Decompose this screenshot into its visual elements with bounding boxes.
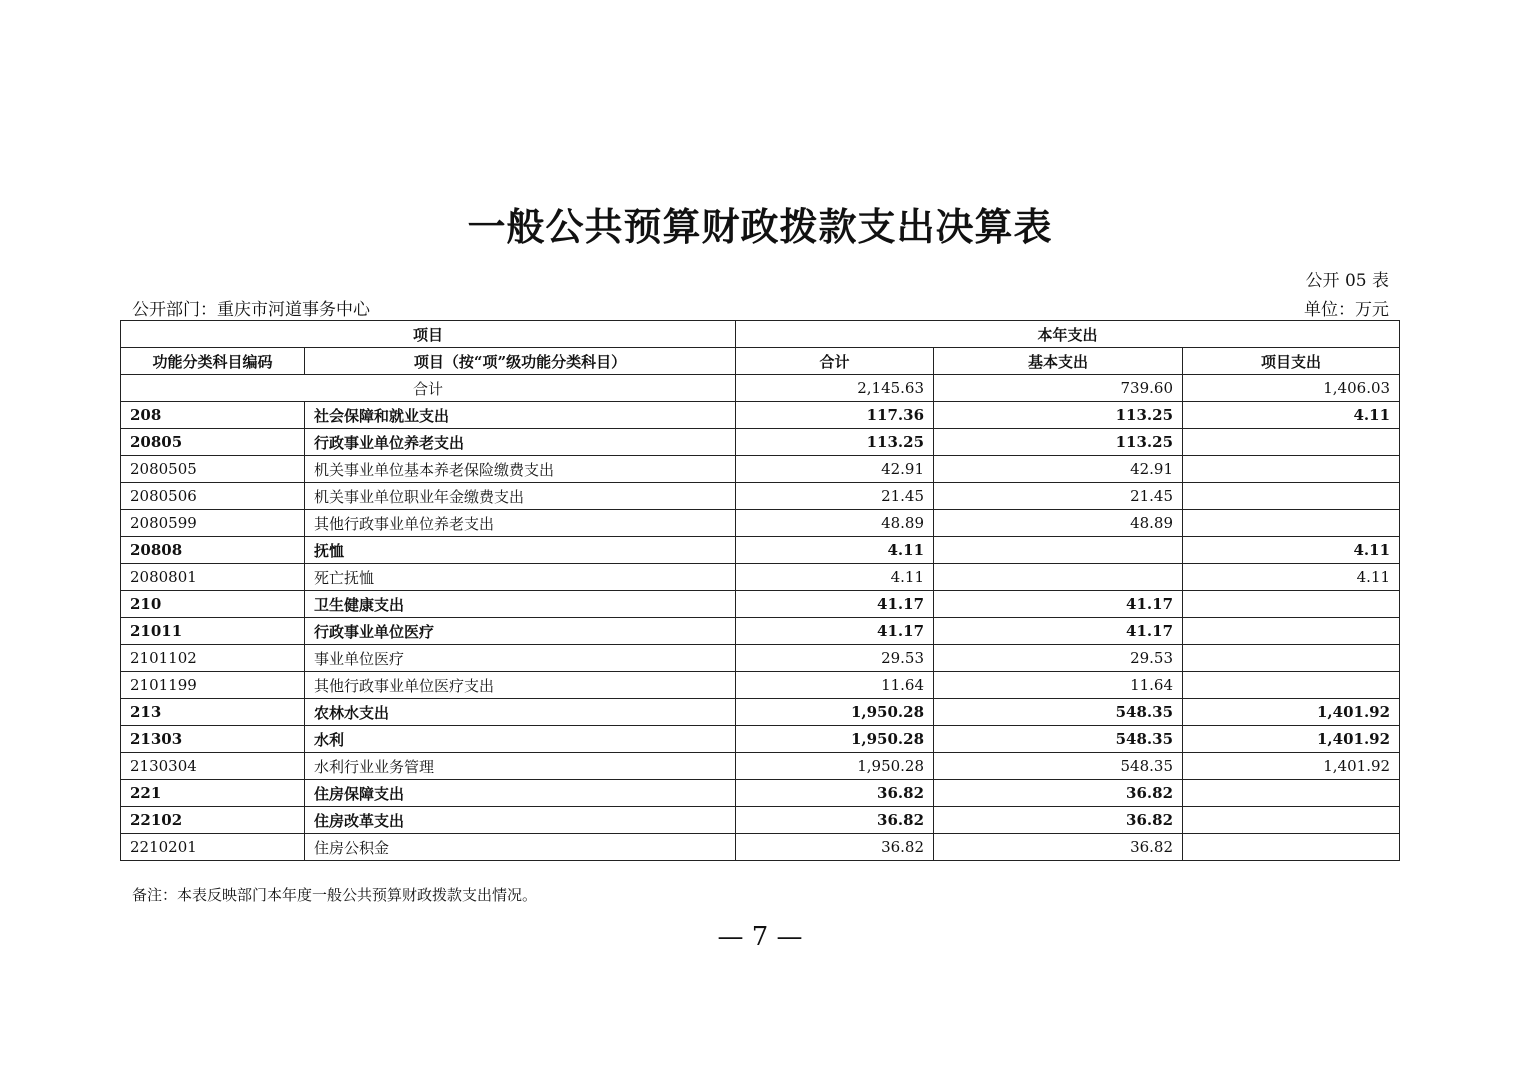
- table-row: [121, 699, 1400, 726]
- cell-project: [1183, 780, 1400, 807]
- group-header-row: [121, 321, 1400, 348]
- cell-basic: 113.25: [934, 429, 1183, 456]
- cell-code: 208: [121, 402, 305, 429]
- cell-basic: 548.35: [934, 753, 1183, 780]
- cell-code: 20808: [121, 537, 305, 564]
- group-header-year-expense: 本年支出: [736, 321, 1400, 348]
- page-number: — 7 —: [717, 922, 803, 952]
- unit-label: 单位：万元: [1304, 300, 1389, 320]
- total-row-project: 1,406.03: [1183, 375, 1400, 402]
- cell-code: 2101102: [121, 645, 305, 672]
- cell-code: 2080801: [121, 564, 305, 591]
- cell-basic: 41.17: [934, 618, 1183, 645]
- cell-total: 113.25: [736, 429, 934, 456]
- cell-basic: 113.25: [934, 402, 1183, 429]
- cell-name: 水利: [305, 726, 736, 753]
- cell-code: 221: [121, 780, 305, 807]
- cell-name: 水利行业业务管理: [305, 753, 736, 780]
- total-row: [121, 375, 1400, 402]
- cell-total: 1,950.28: [736, 753, 934, 780]
- cell-code: 21011: [121, 618, 305, 645]
- cell-total: 41.17: [736, 618, 934, 645]
- cell-code: 2080599: [121, 510, 305, 537]
- table-row: [121, 726, 1400, 753]
- cell-total: 1,950.28: [736, 699, 934, 726]
- cell-total: 117.36: [736, 402, 934, 429]
- cell-name: 行政事业单位医疗: [305, 618, 736, 645]
- column-header-code: 功能分类科目编码: [121, 348, 305, 375]
- column-header-project: 项目支出: [1183, 348, 1400, 375]
- cell-code: 22102: [121, 807, 305, 834]
- table-row: [121, 618, 1400, 645]
- cell-name: 机关事业单位职业年金缴费支出: [305, 483, 736, 510]
- page-title: 一般公共预算财政拨款支出决算表: [467, 204, 1053, 249]
- table-row: [121, 537, 1400, 564]
- cell-project: 1,401.92: [1183, 753, 1400, 780]
- group-header-item: 项目: [121, 321, 736, 348]
- cell-total: 36.82: [736, 807, 934, 834]
- cell-basic: 29.53: [934, 645, 1183, 672]
- cell-code: 2210201: [121, 834, 305, 861]
- table-row: [121, 672, 1400, 699]
- column-header-row: [121, 348, 1400, 375]
- cell-name: 住房公积金: [305, 834, 736, 861]
- cell-code: 2130304: [121, 753, 305, 780]
- table-row: [121, 429, 1400, 456]
- cell-code: 21303: [121, 726, 305, 753]
- cell-code: 213: [121, 699, 305, 726]
- cell-total: 42.91: [736, 456, 934, 483]
- cell-basic: [934, 537, 1183, 564]
- cell-code: 2101199: [121, 672, 305, 699]
- table-row: [121, 402, 1400, 429]
- total-row-label: 合计: [121, 375, 736, 402]
- cell-project: [1183, 510, 1400, 537]
- cell-basic: 36.82: [934, 780, 1183, 807]
- cell-total: 11.64: [736, 672, 934, 699]
- cell-project: [1183, 591, 1400, 618]
- cell-name: 农林水支出: [305, 699, 736, 726]
- cell-code: 210: [121, 591, 305, 618]
- cell-project: [1183, 645, 1400, 672]
- cell-total: 29.53: [736, 645, 934, 672]
- form-number: 公开 05 表: [1305, 271, 1389, 291]
- cell-basic: 548.35: [934, 699, 1183, 726]
- cell-name: 事业单位医疗: [305, 645, 736, 672]
- table-row: [121, 834, 1400, 861]
- cell-name: 社会保障和就业支出: [305, 402, 736, 429]
- table-row: [121, 780, 1400, 807]
- cell-total: 4.11: [736, 564, 934, 591]
- cell-code: 20805: [121, 429, 305, 456]
- cell-project: [1183, 483, 1400, 510]
- column-header-basic: 基本支出: [934, 348, 1183, 375]
- table-row: [121, 591, 1400, 618]
- table-row: [121, 456, 1400, 483]
- cell-name: 其他行政事业单位医疗支出: [305, 672, 736, 699]
- cell-basic: 48.89: [934, 510, 1183, 537]
- cell-name: 其他行政事业单位养老支出: [305, 510, 736, 537]
- cell-total: 48.89: [736, 510, 934, 537]
- cell-basic: 41.17: [934, 591, 1183, 618]
- table-row: [121, 645, 1400, 672]
- cell-name: 住房改革支出: [305, 807, 736, 834]
- cell-project: 4.11: [1183, 564, 1400, 591]
- cell-name: 死亡抚恤: [305, 564, 736, 591]
- cell-project: 1,401.92: [1183, 699, 1400, 726]
- cell-basic: 36.82: [934, 807, 1183, 834]
- total-row-total: 2,145.63: [736, 375, 934, 402]
- table-row: [121, 807, 1400, 834]
- cell-name: 行政事业单位养老支出: [305, 429, 736, 456]
- table-row: [121, 753, 1400, 780]
- cell-basic: 42.91: [934, 456, 1183, 483]
- cell-project: [1183, 672, 1400, 699]
- cell-project: [1183, 618, 1400, 645]
- cell-basic: 11.64: [934, 672, 1183, 699]
- table-row: [121, 564, 1400, 591]
- cell-code: 2080506: [121, 483, 305, 510]
- cell-project: [1183, 456, 1400, 483]
- expense-table: [120, 320, 1400, 861]
- cell-basic: [934, 564, 1183, 591]
- cell-project: [1183, 429, 1400, 456]
- cell-total: 4.11: [736, 537, 934, 564]
- total-row-basic: 739.60: [934, 375, 1183, 402]
- cell-project: [1183, 834, 1400, 861]
- cell-total: 41.17: [736, 591, 934, 618]
- cell-project: 1,401.92: [1183, 726, 1400, 753]
- cell-code: 2080505: [121, 456, 305, 483]
- cell-name: 住房保障支出: [305, 780, 736, 807]
- cell-total: 36.82: [736, 834, 934, 861]
- cell-basic: 36.82: [934, 834, 1183, 861]
- cell-project: 4.11: [1183, 402, 1400, 429]
- cell-name: 卫生健康支出: [305, 591, 736, 618]
- department-label: 公开部门：重庆市河道事务中心: [132, 300, 370, 320]
- cell-total: 36.82: [736, 780, 934, 807]
- cell-total: 21.45: [736, 483, 934, 510]
- cell-project: [1183, 807, 1400, 834]
- cell-name: 机关事业单位基本养老保险缴费支出: [305, 456, 736, 483]
- column-header-name: 项目（按“项”级功能分类科目）: [305, 348, 736, 375]
- table-row: [121, 483, 1400, 510]
- cell-total: 1,950.28: [736, 726, 934, 753]
- cell-name: 抚恤: [305, 537, 736, 564]
- footnote: 备注：本表反映部门本年度一般公共预算财政拨款支出情况。: [132, 886, 538, 904]
- table-row: [121, 510, 1400, 537]
- cell-project: 4.11: [1183, 537, 1400, 564]
- column-header-total: 合计: [736, 348, 934, 375]
- cell-basic: 548.35: [934, 726, 1183, 753]
- cell-basic: 21.45: [934, 483, 1183, 510]
